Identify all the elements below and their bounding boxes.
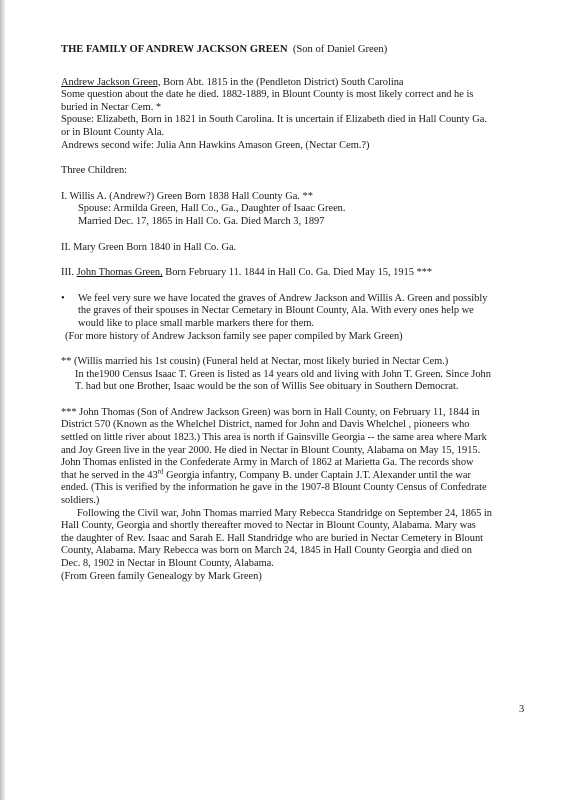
child2-line: II. Mary Green Born 1840 in Hall Co. Ga. [61, 241, 237, 253]
intro-name: Andrew Jackson Green, [61, 76, 161, 88]
bullet-line-4: (For more history of Andrew Jackson family see paper compiled by Mark Green) [65, 330, 403, 342]
title-main: THE FAMILY OF ANDREW JACKSON GREEN [61, 44, 288, 55]
note3-line-8: soldiers.) [61, 495, 100, 507]
child1-line-1: I. Willis A. (Andrew?) Green Born 1838 Hall County Ga. ** [61, 190, 313, 202]
intro-line-3: buried in Nectar Cem. * [61, 101, 162, 113]
title-subtitle: (Son of Daniel Green) [292, 44, 388, 55]
note2-line-3: T. had but one Brother, Isaac would be the son of Willis See obituary in Southern Democrat. [75, 381, 459, 393]
note3-line-7: ended. (This is verified by the information he gave in the 1907-8 Blount County Census of Confedrate [61, 482, 487, 494]
bullet-line-2: the graves of their spouses in Nectar Cemetary in Blount County, Ala. With every ones help we [78, 305, 474, 317]
note3-line-5: John Thomas enlisted in the Confederate Army in March of 1862 at Marietta Ga. The records show [61, 457, 474, 469]
note3-line-2: District 570 (Known as the Whelchel District, named for John and Davis Whelchel , pioneers who [61, 419, 470, 431]
note3-line-10: Hall County, Georgia and shortly thereafter moved to Nectar in Blount County, Alabama. Mary was [61, 520, 476, 532]
note3-line-12: County, Alabama. Mary Rebecca was born on March 24, 1845 in Hall County Georgia and died on [61, 545, 472, 557]
intro-line-4: Spouse: Elizabeth, Born in 1821 in South Carolina. It is uncertain if Elizabeth died in Hall County Ga. [61, 114, 487, 126]
intro-line-1 [61, 77, 561, 90]
intro-line-5: or in Blount County Ala. [61, 126, 165, 138]
bullet-paragraph [61, 293, 561, 331]
note3-line-4: and Joy Green live in the year 2000. He died in Nectar in Blount County, Alabama on May 15, 1915. [61, 444, 481, 456]
note3-line-3: settled on little river about 1823.) This area is north if Gainsville Georgia -- the same area where Mark [61, 432, 487, 444]
bullet-line-1: We feel very sure we have located the graves of Andrew Jackson and Willis A. Green and possibly [78, 292, 488, 304]
child3-name: John Thomas Green, [76, 267, 163, 279]
note3-line-6-pre: that he served in the 43 [61, 469, 158, 481]
note3-line-6-post: Georgia infantry, Company B. under Captain J.T. Alexander until the war [163, 469, 471, 481]
note2-line-2: In the1900 Census Isaac T. Green is listed as 14 years old and living with John T. Green. Since John [75, 368, 491, 380]
note3-line-13: Dec. 8, 1902 in Nectar in Blount County, Alabama. [61, 558, 274, 569]
note3-line-6 [61, 467, 561, 483]
intro-line-6: Andrews second wife: Julia Ann Hawkins Amason Green, (Nectar Cem.?) [61, 139, 370, 151]
note3-line-6-sup: rd [157, 467, 164, 476]
page-number: 3 [519, 704, 525, 715]
child1-line-3: Married Dec. 17, 1865 in Hall Co. Ga. Died March 3, 1897 [78, 215, 325, 227]
note3-line-14: (From Green family Genealogy by Mark Green) [61, 570, 262, 582]
document-title [61, 44, 561, 57]
document-page [61, 44, 561, 583]
child1-line-2: Spouse: Armilda Green, Hall Co., Ga., Daughter of Isaac Green. [78, 203, 346, 215]
child3-line [61, 267, 561, 280]
note3-line-9: Following the Civil war, John Thomas married Mary Rebecca Standridge on September 24, 1865 in [77, 507, 492, 519]
note3-line-11: the daughter of Rev. Isaac and Sarah E. Hall Standridge who are buried in Nectar Cemetery in Blount [61, 532, 484, 544]
intro-line-2: Some question about the date he died. 1882-1889, in Blount County is most likely correct and he is [61, 89, 474, 101]
scan-edge-shadow [0, 0, 5, 800]
note2-line-1: ** (Willis married his 1st cousin) (Funeral held at Nectar, most likely buried in Nectar Cem.) [61, 356, 449, 368]
intro-line-1-text: Born Abt. 1815 in the (Pendleton District) South Carolina [160, 76, 404, 88]
note3-line-1: *** John Thomas (Son of Andrew Jackson Green) was born in Hall County, on February 11, 1844 in [61, 406, 480, 418]
child3-rest: Born February 11. 1844 in Hall Co. Ga. Died May 15, 1915 *** [162, 267, 433, 279]
bullet-icon: • [61, 292, 65, 304]
child3-prefix: III. [61, 267, 77, 279]
bullet-line-3: would like to place small marble markers there for them. [78, 317, 315, 329]
children-heading: Three Children: [61, 165, 128, 177]
